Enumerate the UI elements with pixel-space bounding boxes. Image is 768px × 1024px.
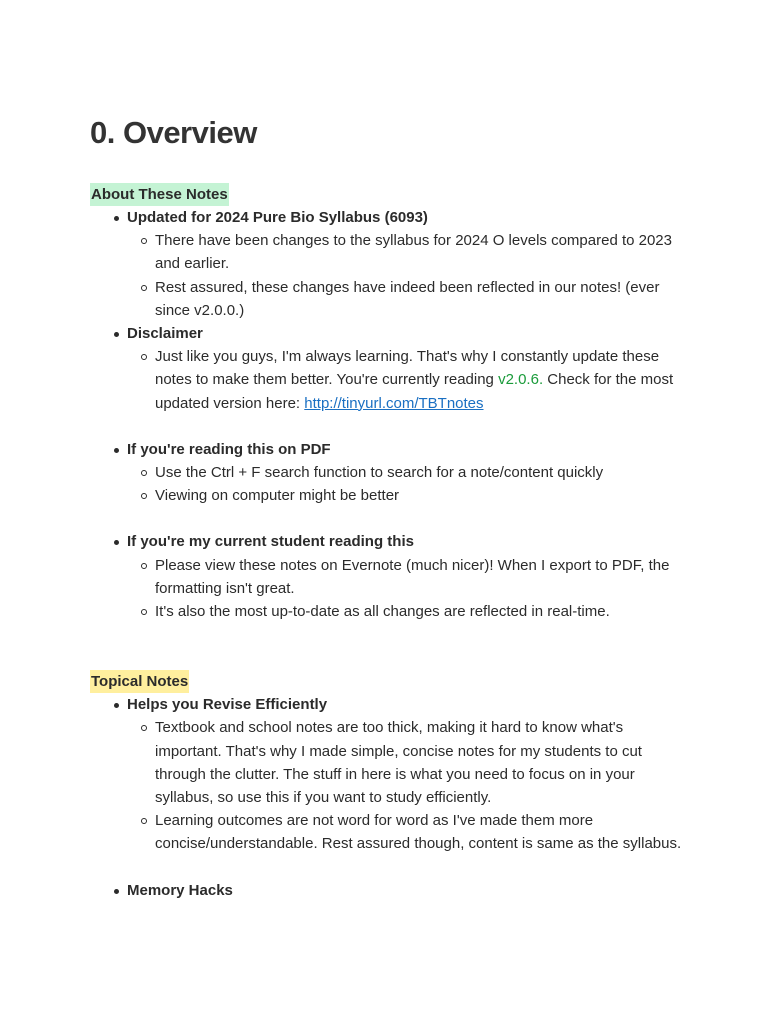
list-item-student: [90, 530, 690, 623]
sub-item: Use the Ctrl + F search function to search for a note/content quickly: [127, 461, 690, 484]
disclaimer-text-2: Check for the most updated version here:: [155, 371, 674, 412]
topical-list: [90, 693, 690, 902]
sub-item: Viewing on computer might be better: [127, 484, 690, 507]
sub-item: There have been changes to the syllabus for 2024 O levels compared to 2023 and earlier.: [127, 229, 690, 275]
sub-list: [127, 554, 690, 624]
list-item-memory-hacks: [90, 879, 690, 902]
topical-section-label: Topical Notes: [90, 670, 189, 693]
list-item-disclaimer: [90, 322, 690, 438]
about-section-label: About These Notes: [90, 183, 229, 206]
item-title: Helps you Revise Efficiently: [127, 696, 328, 714]
list-item-revise: [90, 693, 690, 878]
spacer: [127, 415, 690, 438]
item-title: If you're reading this on PDF: [127, 440, 331, 458]
version-number: v2.0.6.: [498, 371, 544, 389]
page-title: 0. Overview: [90, 115, 257, 150]
about-list: [90, 206, 690, 623]
spacer: [127, 856, 690, 879]
sub-item: Rest assured, these changes have indeed been reflected in our notes! (ever since v2.0.0.): [127, 276, 690, 322]
about-section: [90, 183, 690, 623]
note-page: [90, 113, 690, 902]
notes-link[interactable]: http://tinyurl.com/TBTnotes: [304, 394, 484, 412]
list-item-pdf: [90, 438, 690, 531]
topical-section: [90, 670, 690, 902]
sub-item: It's also the most up-to-date as all changes are reflected in real-time.: [127, 600, 690, 623]
list-item-syllabus: [90, 206, 690, 322]
sub-item: [127, 345, 690, 415]
sub-item: Please view these notes on Evernote (much nicer)! When I export to PDF, the formatting isn't great.: [127, 554, 690, 600]
item-title: Disclaimer: [127, 325, 203, 343]
item-title: If you're my current student reading this: [127, 533, 414, 551]
section-spacer: [90, 623, 690, 670]
sub-list: [127, 229, 690, 322]
sub-list: [127, 345, 690, 415]
sub-list: [127, 716, 690, 855]
item-title: Memory Hacks: [127, 881, 233, 899]
sub-list: [127, 461, 690, 507]
sub-item: Textbook and school notes are too thick, making it hard to know what's important. That's why I made simple, concise notes for my students to cut through the clutter. The stuff in here is what you need to focus on in your syllabus, so use this if you want to study efficiently.: [127, 716, 690, 809]
sub-item: Learning outcomes are not word for word as I've made them more concise/understandable. Rest assured though, content is same as the syllabus.: [127, 809, 690, 855]
disclaimer-text: Just like you guys, I'm always learning. That's why I constantly update these notes to make them better. You're currently reading: [155, 348, 660, 389]
item-title: Updated for 2024 Pure Bio Syllabus (6093): [127, 209, 428, 226]
spacer: [127, 507, 690, 530]
